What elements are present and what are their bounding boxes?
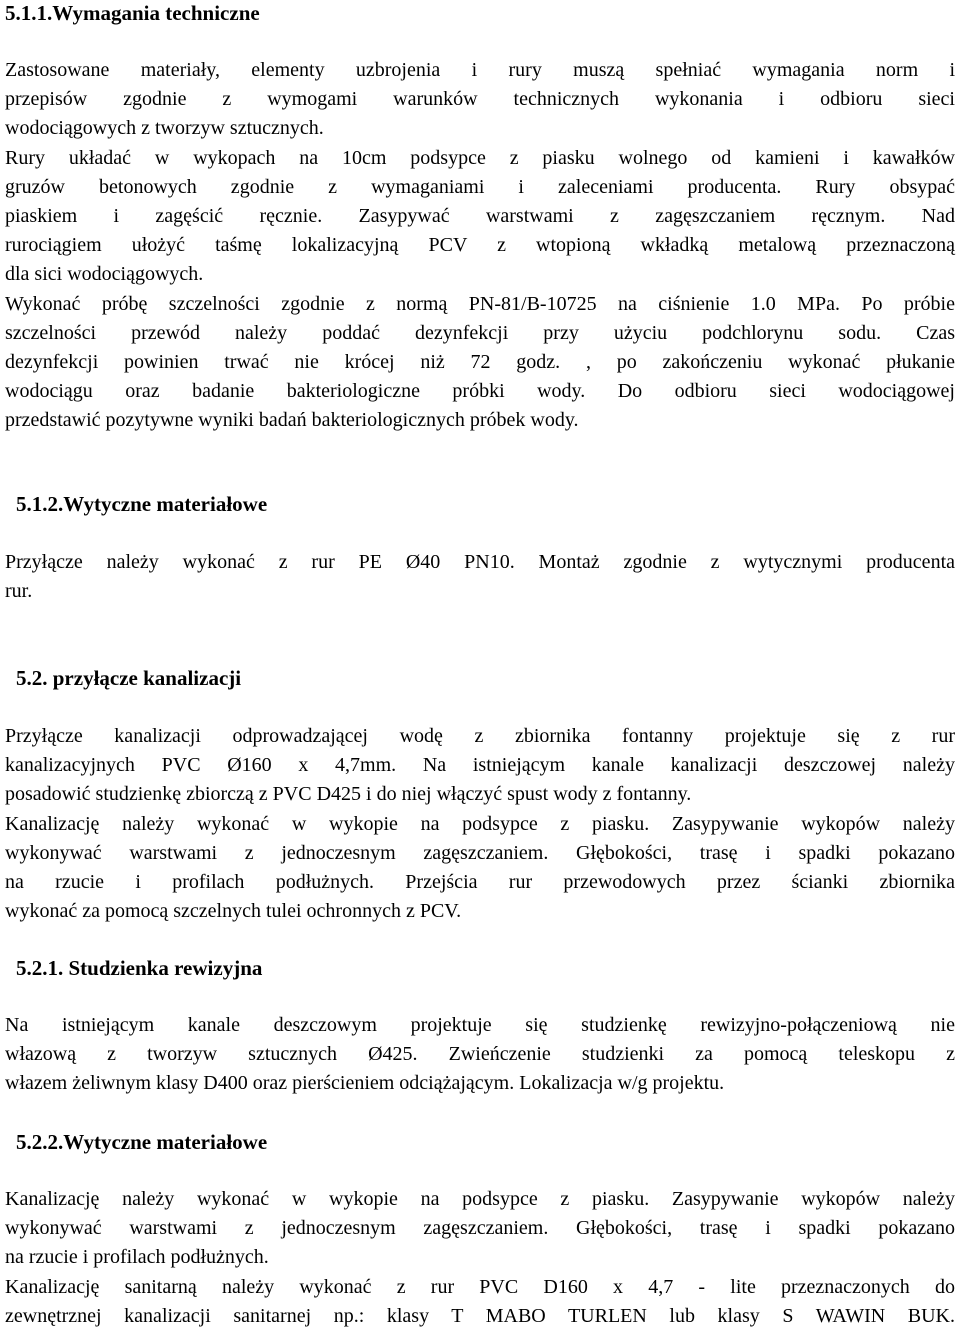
paragraph-przylacze-kanalizacji — [5, 722, 955, 926]
section-heading-5-2-2: 5.2.2.Wytyczne materiałowe — [16, 1130, 268, 1154]
section-heading-5-2: 5.2. przyłącze kanalizacji — [16, 666, 242, 690]
text-line: Kanalizację należy wykonać w wykopie na podsypce z piasku. Zasypywanie wykopów należy — [5, 812, 955, 835]
section-heading-5-1-2: 5.1.2.Wytyczne materiałowe — [16, 492, 268, 516]
text-line: Rury układać w wykopach na 10cm podsypce z piasku wolnego od kamieni i kawałków — [5, 146, 955, 169]
paragraph-studzienka-rewizyjna — [5, 1011, 955, 1099]
text-line: wykonywać warstwami z jednoczesnym zagęszczaniem. Głębokości, trasę i spadki pokazano — [5, 1217, 955, 1240]
section-heading-5-1-1: 5.1.1.Wymagania techniczne — [5, 1, 260, 25]
section-heading-5-2-1: 5.2.1. Studzienka rewizyjna — [16, 956, 263, 980]
text-line: Zastosowane materiały, elementy uzbrojenia i rury muszą spełniać wymagania norm i — [5, 59, 955, 81]
text-line: włazową z tworzyw sztucznych Ø425. Zwieńczenie studzienki za pomocą teleskopu z — [5, 1043, 955, 1066]
text-line: Na istniejącym kanale deszczowym projektuje się studzienkę rewizyjno-połączeniową nie — [5, 1014, 955, 1036]
text-line: wodociągowych z tworzyw sztucznych. — [5, 117, 324, 140]
text-line: Kanalizację sanitarną należy wykonać z rur PVC D160 x 4,7 - lite przeznaczonych do — [5, 1275, 955, 1298]
text-line: zewnętrznej kanalizacji sanitarnej np.: klasy T MABO TURLEN lub klasy S WAWIN BUK. — [5, 1304, 955, 1327]
text-line: rurociągiem ułożyć taśmę lokalizacyjną PCV z wtopioną wkładką metalową przeznaczoną — [5, 234, 955, 257]
text-line: szczelności przewód należy poddać dezynfekcji przy użyciu podchlorynu sodu. Czas — [5, 321, 955, 344]
text-line: dezynfekcji powinien trwać nie krócej niż 72 godz. , po zakończeniu wykonać płukanie — [5, 351, 955, 374]
text-line: przedstawić pozytywne wyniki badań bakteriologicznych próbek wody. — [5, 409, 579, 432]
text-line: wykonać za pomocą szczelnych tulei ochronnych z PCV. — [5, 900, 462, 923]
text-line: piaskiem i zagęścić ręcznie. Zasypywać warstwami z zagęszczaniem ręcznym. Nad — [5, 205, 955, 228]
text-line: Wykonać próbę szczelności zgodnie z normą PN-81/B-10725 na ciśnienie 1.0 MPa. Po próbie — [5, 292, 955, 315]
text-line: Przyłącze kanalizacji odprowadzającej wodę z zbiornika fontanny projektuje się z rur — [5, 725, 955, 747]
text-line: Przyłącze należy wykonać z rur PE Ø40 PN10. Montaż zgodnie z wytycznymi producenta — [5, 551, 955, 573]
text-line: gruzów betonowych zgodnie z wymaganiami i zaleceniami producenta. Rury obsypać — [5, 175, 955, 198]
paragraph-wytyczne-materialowe-2 — [5, 1185, 955, 1331]
text-line: Kanalizację należy wykonać w wykopie na podsypce z piasku. Zasypywanie wykopów należy — [5, 1188, 955, 1210]
text-line: na rzucie i profilach podłużnych. — [5, 1246, 269, 1269]
text-line: posadowić studzienkę zbiorczą z PVC D425 i do niej włączyć spust wody z fontanny. — [5, 783, 692, 806]
text-line: wodociągu oraz badanie bakteriologiczne próbki wody. Do odbioru sieci wodociągowej — [5, 380, 955, 403]
text-line: na rzucie i profilach podłużnych. Przejścia rur przewodowych przez ścianki zbiornika — [5, 871, 955, 894]
text-line: kanalizacyjnych PVC Ø160 x 4,7mm. Na istniejącym kanale kanalizacji deszczowej należy — [5, 754, 955, 777]
paragraph-wymagania-techniczne — [5, 56, 955, 436]
text-line: rur. — [5, 580, 33, 603]
text-line: wykonywać warstwami z jednoczesnym zagęszczaniem. Głębokości, trasę i spadki pokazano — [5, 841, 955, 864]
text-line: przepisów zgodnie z wymogami warunków technicznych wykonania i odbioru sieci — [5, 88, 955, 111]
text-line: dla sici wodociągowych. — [5, 263, 204, 286]
paragraph-wytyczne-materialowe-1 — [5, 548, 955, 606]
text-line: włazem żeliwnym klasy D400 oraz pierścieniem odciążającym. Lokalizacja w/g projektu. — [5, 1072, 725, 1095]
